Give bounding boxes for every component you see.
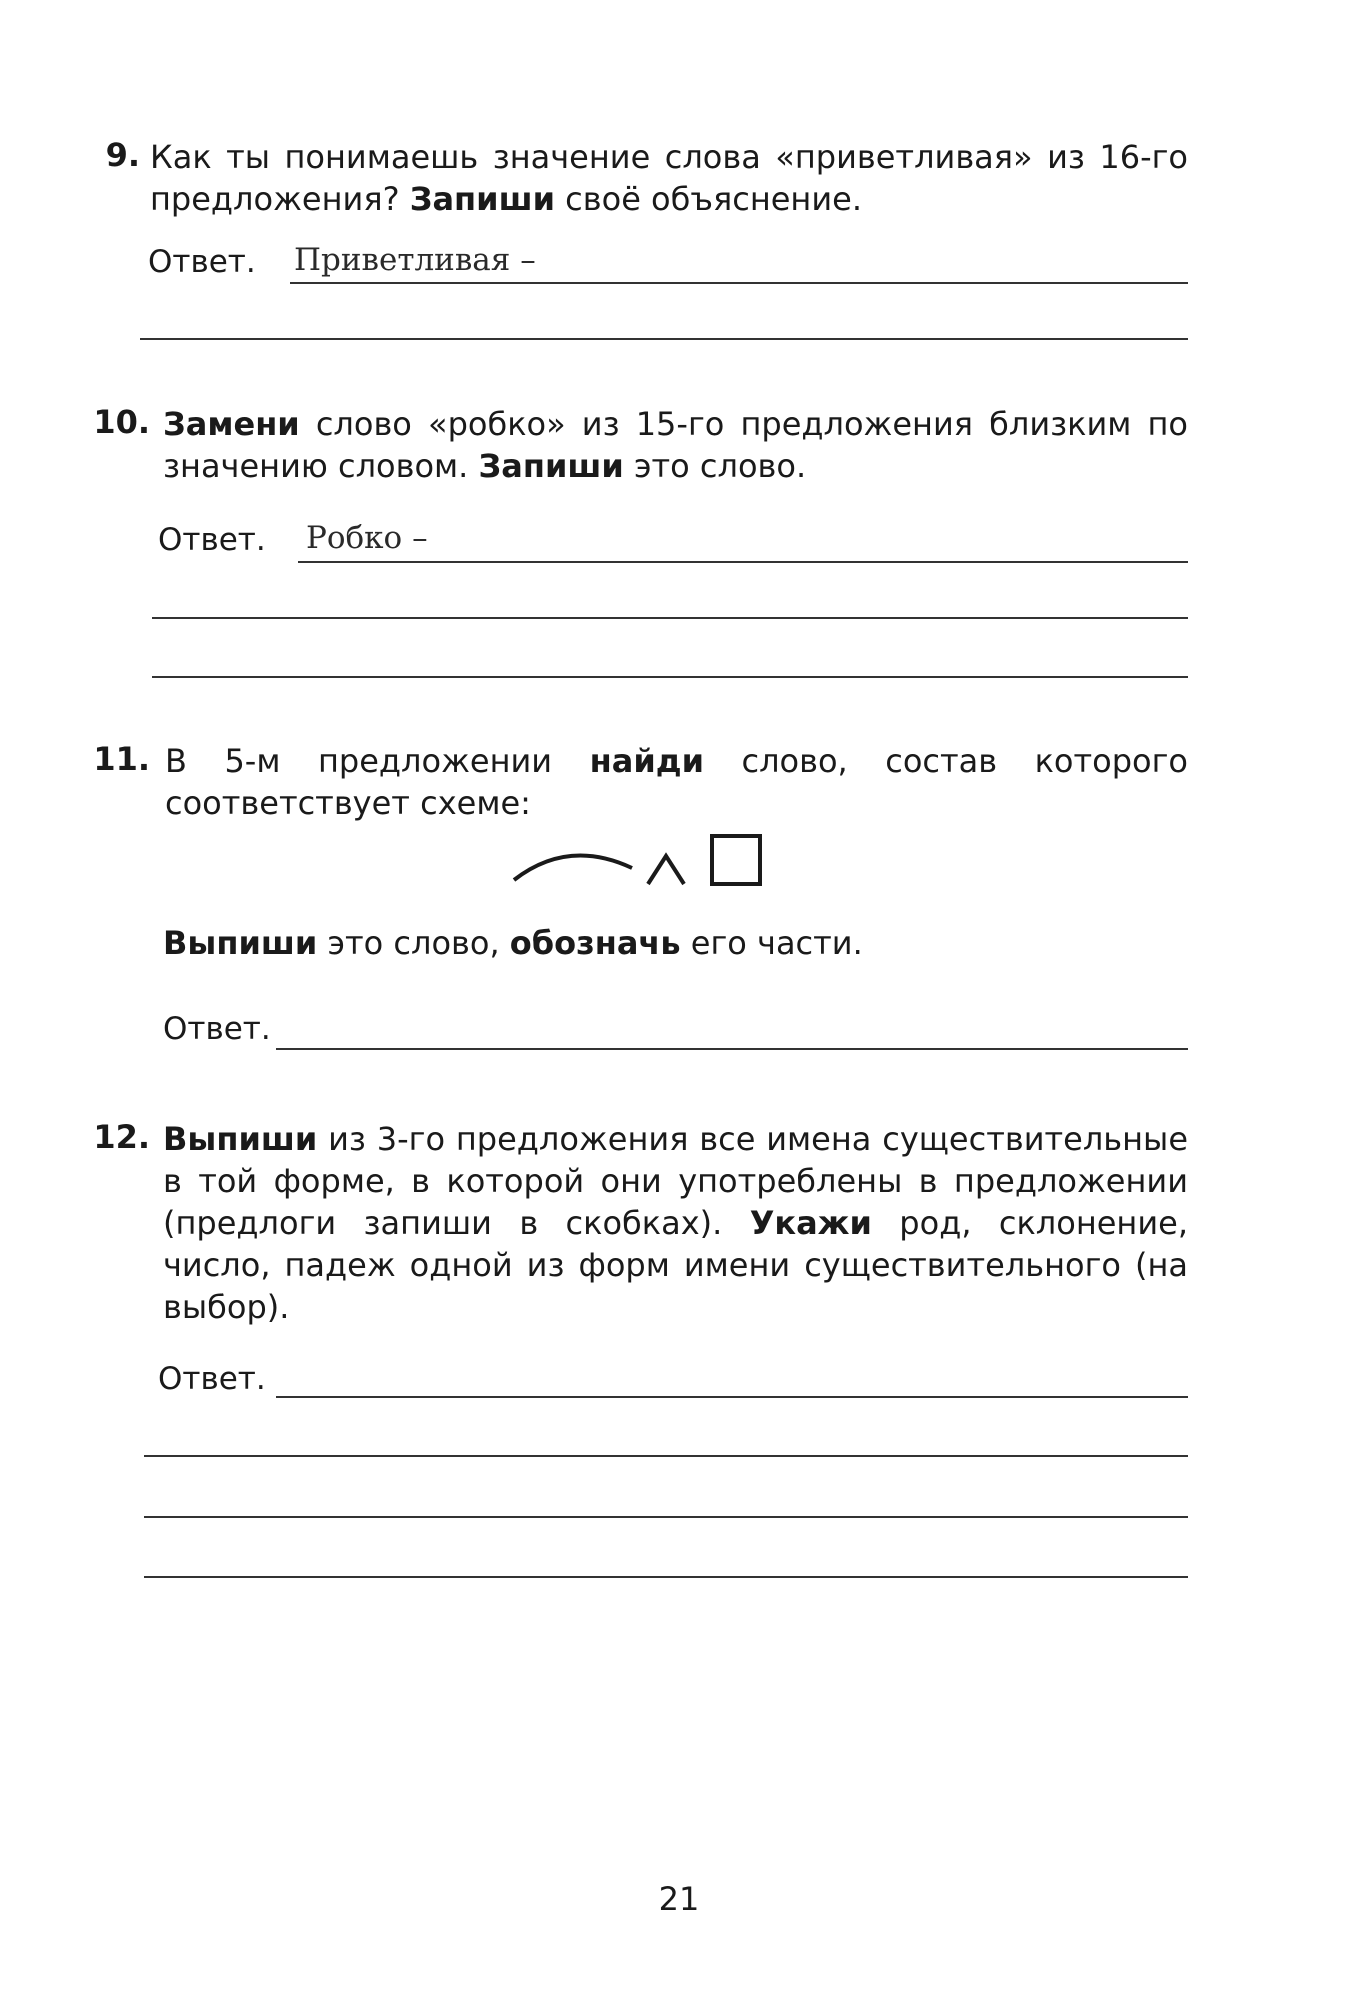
answer-line[interactable]: [144, 1516, 1188, 1518]
answer-line[interactable]: [298, 561, 1188, 563]
ending-box-icon: [712, 836, 760, 884]
suffix-caret-icon: [648, 856, 684, 884]
task-text: Выпиши из 3-го предложения все имена существительные в той форме, в которой они употреблены в предложении (предлоги запиши в скобках). Укажи род, склонение, число, падеж одной из форм имени существительного (на выбор).: [163, 1120, 1188, 1326]
task-text: В 5-м предложении найди слово, состав которого соответствует схеме:: [165, 742, 1189, 822]
task-number: 11.: [93, 740, 150, 778]
answer-line[interactable]: [152, 676, 1188, 678]
morpheme-scheme: [510, 828, 770, 900]
task-text: Замени слово «робко» из 15-го предложения близким по значению словом. Запиши это слово.: [163, 405, 1188, 485]
answer-label: Ответ.: [148, 244, 256, 280]
answer-line[interactable]: [276, 1396, 1188, 1398]
answer-line[interactable]: [140, 338, 1188, 340]
answer-line[interactable]: [144, 1576, 1188, 1578]
answer-prefill: Робко –: [306, 520, 428, 556]
root-arc-icon: [514, 856, 632, 881]
task-instruction: Выпиши это слово, обозначь его части.: [163, 924, 863, 962]
answer-prefill: Приветливая –: [294, 242, 536, 278]
task-number: 10.: [93, 403, 150, 441]
answer-label: Ответ.: [158, 522, 266, 558]
answer-line[interactable]: [290, 282, 1188, 284]
answer-line[interactable]: [144, 1455, 1188, 1457]
answer-line[interactable]: [152, 617, 1188, 619]
task-text: Как ты понимаешь значение слова «приветливая» из 16-го предложения? Запиши своё объяснение.: [150, 138, 1188, 218]
answer-line[interactable]: [276, 1048, 1188, 1050]
task-number: 9.: [105, 136, 140, 174]
answer-label: Ответ.: [163, 1011, 271, 1047]
page-number: 21: [658, 1880, 700, 1918]
answer-label: Ответ.: [158, 1361, 266, 1397]
task-number: 12.: [93, 1118, 150, 1156]
